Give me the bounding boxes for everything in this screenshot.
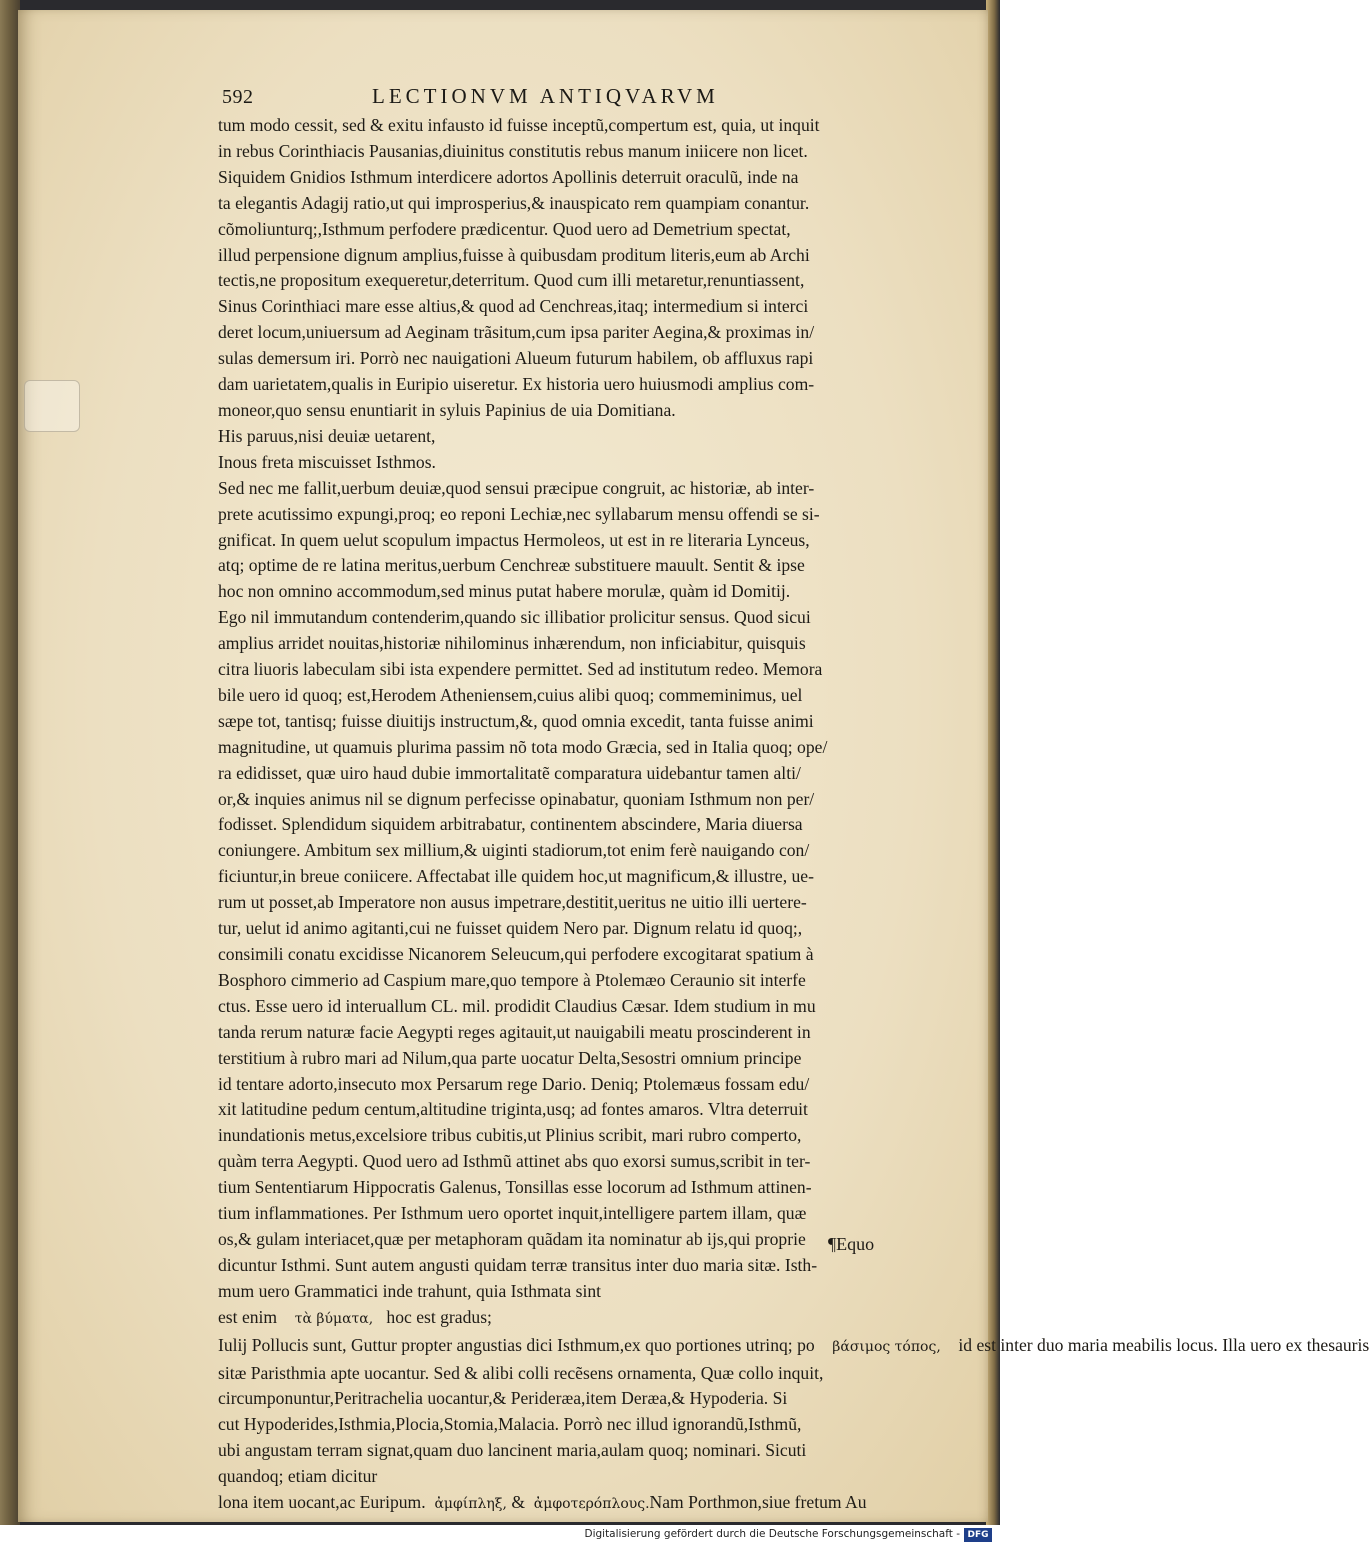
text-line: bile uero id quoq; est,Herodem Atheniensem,cuius alibi quoq; commeminimus, uel	[218, 684, 803, 705]
text-line: tium Sententiarum Hippocratis Galenus, Tonsillas esse locorum ad Isthmum attinen-	[218, 1177, 812, 1198]
text-segment: hoc est gradus;	[386, 1306, 492, 1327]
text-line: circumponuntur,Peritrachelia uocantur,& Perideræa,item Deræa,& Hypoderia. Si	[218, 1388, 788, 1409]
text-line: Sed nec me fallit,uerbum deuiæ,quod sensui præcipue congruit, ac historiæ, ab inter-	[218, 477, 815, 498]
footer-credit: Digitalisierung gefördert durch die Deutsche Forschungsgemeinschaft -	[584, 1528, 960, 1540]
text-line: citra liuoris labeculam sibi ista expendere permittet. Sed ad institutum redeo. Memora	[218, 659, 823, 680]
text-line: id tentare adorto,insecuto mox Persarum rege Dario. Deniq; Ptolemæus fossam edu/	[218, 1073, 810, 1094]
text-line	[218, 1305, 910, 1333]
text-line: Sinus Corinthiaci mare esse altius,& quod ad Cenchreas,itaq; intermedium si interci	[218, 296, 809, 317]
text-line: Ego nil immutandum contenderim,quando sic illibatior prolicitur sensus. Quod sicui	[218, 607, 811, 628]
text-line: gnificat. In quem uelut scopulum impactus Hermoleos, ut est in re literaria Lynceus,	[218, 529, 810, 550]
catchword: ¶Equo	[828, 1234, 875, 1254]
text-line: sitæ Paristhmia apte uocantur. Sed & alibi colli recẽsens ornamenta, Quæ collo inquit,	[218, 1362, 824, 1383]
text-segment: lona item uocant,ac Euripum.	[218, 1492, 426, 1513]
text-line: amplius arridet nouitas,historiæ nihilominus inhærendum, non inficiabitur, quisquis	[218, 633, 806, 654]
text-line: illud perpensione dignum amplius,fuisse à quibusdam proditum literis,eum ab Archi	[218, 244, 810, 265]
text-line: ra edidisset, quæ uiro haud dubie immortalitatẽ comparatura uidebantur tamen alti/	[218, 762, 801, 783]
text-line: tum modo cessit, sed & exitu infausto id fuisse inceptũ,compertum est, quia, ut inquit	[218, 115, 820, 135]
text-line: tur, uelut id animo agitanti,cui ne fuisset quidem Nero par. Dignum relatu id quoq;,	[218, 918, 803, 939]
text-line: fodisset. Splendidum siquidem arbitrabatur, continentem abscindere, Maria diuersa	[218, 814, 803, 835]
text-line: sæpe tot, tantisq; fuisse diuitijs instructum,&, quod omnia excedit, tanta fuisse animi	[218, 710, 814, 731]
dfg-logo: DFG	[964, 1528, 992, 1542]
text-segment: &	[511, 1492, 525, 1513]
page-edge	[986, 0, 1000, 1525]
body-text	[218, 113, 1369, 1518]
running-head: LECTIONVM ANTIQVARVM	[372, 84, 719, 108]
text-line: dam uarietatem,qualis in Euripio uiseretur. Ex historia uero huiusmodi amplius com-	[218, 374, 815, 395]
text-line: hoc non omnino accommodum,sed minus putat habere morulæ, quàm id Domitij.	[218, 581, 791, 602]
text-line: rum ut posset,ab Imperatore non ausus impetrare,destitit,ueritus ne uitio illi uertere-	[218, 892, 807, 913]
text-line: tectis,ne propositum exequeretur,deterritum. Quod cum illi metaretur,renuntiassent,	[218, 270, 805, 291]
text-segment: id est inter duo maria meabilis locus. Illa uero ex thesauris	[958, 1334, 1369, 1355]
verse-line: Inous freta miscuisset Isthmos.	[218, 451, 436, 472]
text-line: tium inflammationes. Per Isthmum uero oportet inquit,intelligere partem illam, quæ	[218, 1203, 807, 1224]
text-line: ctus. Esse uero id interuallum CL. mil. prodidit Claudius Cæsar. Idem studium in mu	[218, 995, 816, 1016]
greek-text: βάσιμος τόπος,	[832, 1338, 941, 1355]
text-line: magnitudine, ut quamuis plurima passim nõ tota modo Græcia, sed in Italia quoq; ope/	[218, 736, 828, 757]
text-line: mum uero Grammatici inde trahunt, quia Isthmata sint	[218, 1280, 602, 1301]
text-line: inundationis metus,excelsiore tribus cubitis,ut Plinius scribit, mari rubro comperto,	[218, 1125, 802, 1146]
page-number: 592	[222, 86, 254, 108]
text-segment: est enim	[218, 1306, 278, 1327]
book-binding	[0, 0, 20, 1525]
text-line: coniungere. Ambitum sex millium,& uiginti stadiorum,tot enim ferè nauigando con/	[218, 840, 810, 861]
text-line: dicuntur Isthmi. Sunt autem angusti quidam terræ transitus inter duo maria sitæ. Isth-	[218, 1254, 818, 1275]
text-line: ta elegantis Adagij ratio,ut qui improsperius,& inauspicato rem quampiam conantur.	[218, 192, 810, 213]
text-line: or,& inquies animus nil se dignum perfecisse opinabatur, quoniam Isthmum non per/	[218, 788, 815, 809]
text-line: prete acutissimo expungi,proq; eo reponi Lechiæ,nec syllabarum mensu offendi se si-	[218, 503, 820, 524]
text-line: cõmoliunturq;,Isthmum perfodere prædicentur. Quod uero ad Demetrium spectat,	[218, 218, 791, 239]
text-line: os,& gulam interiacet,quæ per metaphoram quãdam ita nominatur ab ijs,qui proprie	[218, 1228, 806, 1249]
text-line: consimili conatu excidisse Nicanorem Seleucum,qui perfodere excogitarat spatium à	[218, 944, 814, 964]
text-line: terstitium à rubro mari ad Nilum,qua parte uocatur Delta,Sesostri omnium principe	[218, 1047, 802, 1068]
greek-text: τὰ βύματα,	[294, 1310, 374, 1327]
text-line: cut Hypoderides,Isthmia,Plocia,Stomia,Malacia. Porrò nec illud ignorandũ,Isthmũ,	[218, 1414, 802, 1435]
text-line: quàm terra Aegypti. Quod uero ad Isthmũ attinet abs quo exorsi sumus,scribit in ter-	[218, 1151, 811, 1172]
text-line: moneor,quo sensu enuntiarit in syluis Papinius de uia Domitiana.	[218, 399, 676, 420]
text-segment: Iulij Pollucis sunt, Guttur propter angustias dici Isthmum,ex quo portiones utrinq; po	[218, 1334, 815, 1355]
text-line: atq; optime de re latina meritus,uerbum Cenchreæ substituere mauult. Sentit & ipse	[218, 555, 805, 576]
verse-line: His paruus,nisi deuiæ uetarent,	[218, 425, 436, 446]
text-line: tanda rerum naturæ facie Aegypti reges agitauit,ut nauigabili meatu proscinderent in	[218, 1021, 811, 1042]
text-line: ubi angustam terram signat,quam duo lancinent maria,aulam quoq; nominari. Sicuti	[218, 1440, 807, 1461]
text-line	[218, 1333, 1369, 1361]
text-line: quandoq; etiam dicitur	[218, 1466, 378, 1487]
text-line: in rebus Corinthiacis Pausanias,diuinitus constitutis rebus manum iniicere non licet.	[218, 140, 808, 161]
text-line: xit latitudine pedum centum,altitudine triginta,usq; ad fontes amaros. Vltra deterruit	[218, 1099, 808, 1120]
greek-text: ἀμφοτερόπλους.	[533, 1496, 650, 1513]
thumb-tab	[24, 380, 80, 432]
text-line: Bosphoro cimmerio ad Caspium mare,quo tempore à Ptolemæo Ceraunio sit interfe	[218, 969, 806, 990]
text-segment: Nam Porthmon,siue fretum Au	[649, 1492, 867, 1513]
text-line: sulas demersum iri. Porrò nec nauigationi Alueum futurum habilem, ob affluxus rapi	[218, 348, 814, 369]
footer-bar	[0, 1525, 1000, 1545]
text-line	[218, 1490, 910, 1518]
text-line: deret locum,uniuersum ad Aeginam trãsitum,cum ipsa pariter Aegina,& proximas in/	[218, 322, 815, 343]
greek-text: ἀμφίπληξ,	[434, 1496, 507, 1513]
text-line: Siquidem Gnidios Isthmum interdicere adortos Apollinis deterruit oraculũ, inde na	[218, 166, 799, 187]
text-line: ficiuntur,in breue coniicere. Affectabat ille quidem hoc,ut magnificum,& illustre, ue-	[218, 866, 814, 887]
